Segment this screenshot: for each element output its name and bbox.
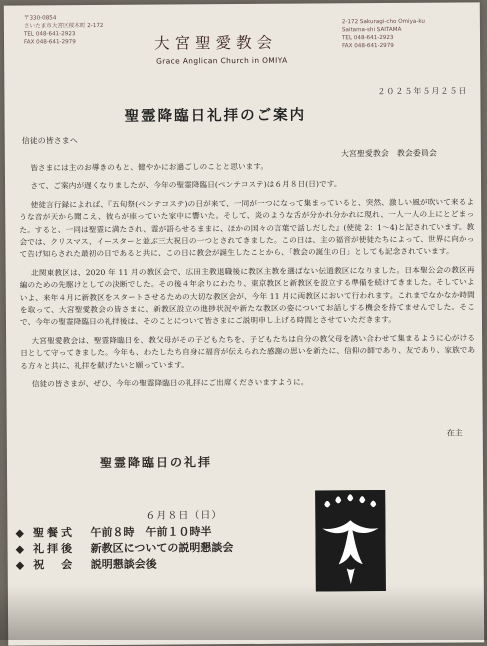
diamond-bullet-icon: ◆ (15, 558, 25, 572)
body-paragraph: 北関東教区は、2020 年 11 月の教区会で、広田主教退職後に教区主教を選ばない伝道教区になりました。日本聖公会の教区再編のための先駆けとしての決断でした。その後４年余りにわたり、東京教区と新教区を設立する準備を続けてきました。そしていよいよ、来年４月に新教区をスタートさせるための大切な教区会が、今年 11 月に両教区において行われます。これまでなかなか時間を取って、大宮聖愛教会の皆さまに、新教区設立の進捗状況や新たな教区の姿についてお話しする機会を持てませんでした。そこで、今年の聖霊降臨日の礼拝後は、そのことについて皆さまにご説明申し上げる時間とさせていただきます。 (19, 265, 475, 328)
closing: 在主 (446, 428, 463, 438)
schedule-label: 聖餐式 (32, 526, 75, 540)
address-line: TEL 048-641-2923 (23, 31, 76, 38)
service-date: ６月８日（日） (145, 510, 223, 522)
diamond-bullet-icon: ◆ (15, 526, 24, 540)
service-schedule (15, 524, 233, 574)
diamond-bullet-icon: ◆ (15, 542, 25, 556)
address-line: さいたま市大宮区桜木町 2-172 (23, 22, 104, 30)
schedule-detail: 説明懇談会後 (90, 557, 157, 572)
body-paragraph: さて、ご案内が遅くなりましたが、今年の聖霊降臨日(ペンテコステ)は６月８日(日)です。 (30, 179, 342, 191)
body-paragraph: 皆さまには主のお導きのもと、健やかにお過ごしのことと思います。 (30, 161, 269, 173)
letterhead-address-left (24, 14, 104, 47)
schedule-row (16, 540, 234, 558)
body-paragraph: 使徒言行録によれば、『五旬祭(ペンテコステ)の日が来て、一同が一つになって集まっていると、突然、激しい風が吹いて来るような音が天から聞こえ、彼らが座っていた家中に響いた。そして、炎のような舌が分かれ分かれに現れ、一人一人の上にとどまった。すると、一同は聖霊に満たされ、霊が語らせるままに、ほかの国々の言葉で話しだした』(使徒 2：1～4)と記されています。教会では、クリスマス、イースターと並ぶ三大祝日の一つとされてきました。この日は、主の福音が使徒たちによって、世界に向かって告げ知らされた最初の日であると共に、この日に教会が誕生したことから、「教会の誕生の日」としても記念されています。 (19, 197, 475, 260)
letter-body (19, 159, 476, 397)
schedule-label: 礼拝後 (33, 542, 76, 556)
service-title: 聖霊降臨日の礼拝 (99, 455, 213, 471)
dove-flames-icon (315, 490, 386, 591)
address-line: FAX 048-641-2979 (342, 42, 394, 50)
page-shadow (0, 585, 487, 640)
body-paragraph: 大宮聖愛教会は、聖霊降臨日を、教父母がその子どもたちを、子どもたちは自分の教父母を誘い合わせて集まるように心がける日として守ってきました。今年も、わたしたち自身に福音が伝えられた感謝の思いを新たに、信仰の師であり、友であり、家族である方々と共に、礼拝を献げたいと願っています。 (20, 333, 476, 371)
schedule-detail: 午前８時 午前１０時半 (90, 525, 212, 540)
address-line: TEL 048-641-2923 (341, 34, 394, 42)
schedule-row (16, 556, 234, 574)
address-line: 2-172 Sakuragi-cho Omiya-ku (341, 18, 425, 26)
letter-date: ２０２５年５月２５日 (377, 86, 468, 97)
schedule-label: 祝 会 (33, 558, 76, 572)
address-line: 〒330-0854 (23, 15, 57, 22)
letterhead-address-right (342, 18, 425, 51)
sender: 大宮聖愛教会 教会委員会 (340, 148, 437, 159)
schedule-detail: 新教区についての説明懇談会 (90, 541, 234, 556)
letter-paper (4, 2, 484, 645)
body-paragraph: 信徒の皆さまが、ぜひ、今年の聖霊降臨日の礼拝にご出席くださいますように。 (31, 377, 309, 389)
church-name: 大宮聖愛教会 (153, 33, 278, 53)
greeting: 信徒の皆さまへ (21, 136, 78, 146)
letter-title: 聖霊降臨日礼拝のご案内 (124, 106, 307, 125)
church-name-en: Grace Anglican Church in OMIYA (156, 55, 288, 66)
address-line: FAX 048-641-2979 (24, 39, 76, 46)
address-line: Saitama-shi SAITAMA (341, 26, 402, 34)
schedule-row (15, 524, 233, 542)
